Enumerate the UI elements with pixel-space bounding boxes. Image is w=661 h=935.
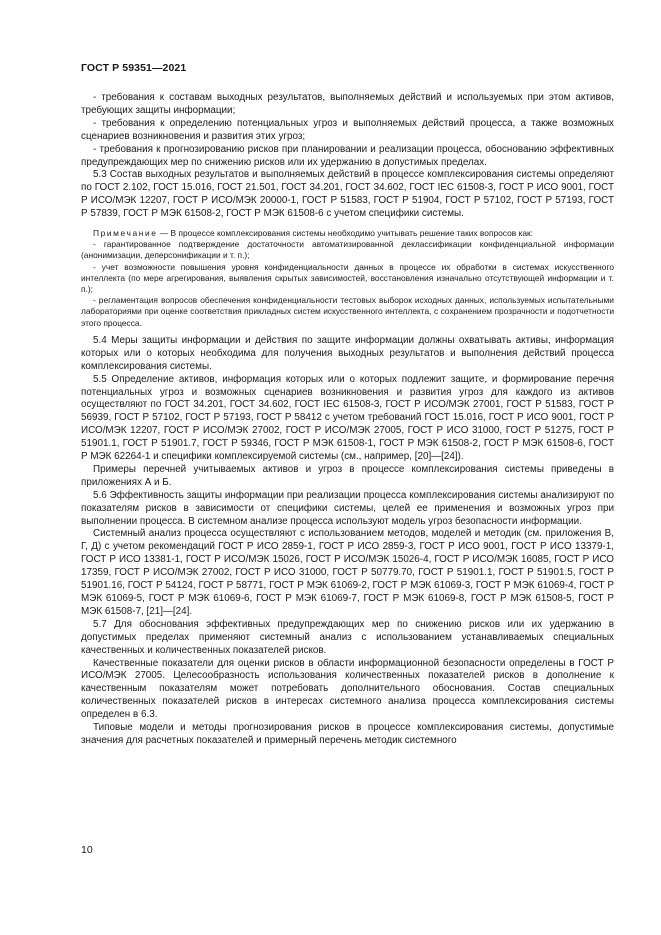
- note-intro: [81, 228, 614, 239]
- paragraph-req-threats: - требования к определению потенциальных угроз и выполняемых действий процесса, а также возможных сценариев возникновения и развития этих угроз;: [81, 117, 614, 142]
- note-item: - регламентация вопросов обеспечения конфиденциальности тестовых выборок исходных данных, используемых испытательными лабораториями при оценке соответствия прикладных систем искусственного интеллекта, с сохранением прозрачности и подотчетности этого процесса.: [81, 295, 614, 328]
- note-block: [81, 228, 614, 329]
- paragraph-5-7: 5.7 Для обоснования эффективных предупреждающих мер по снижению рисков или их удержанию в допустимых пределах применяют системный анализ с использованием устанавливаемых специальных качественных и количественных показателей рисков.: [81, 618, 614, 656]
- note-intro-text: — В процессе комплексирования системы необходимо учитывать решение таких вопросов как:: [157, 228, 534, 239]
- paragraph-req-risk-forecast: - требования к прогнозированию рисков при планировании и реализации процесса, обоснованию эффективных предупреждающих мер по снижению рисков или их удержанию в допустимых пределах.: [81, 143, 614, 168]
- paragraph-5-5: 5.5 Определение активов, информация которых или о которых подлежит защите, и формирование перечня потенциальных угроз и возможных сценариев возникновения и развития угроз для каждого из активов осуществляют по ГОСТ 34.201, ГОСТ 34.602, ГОСТ IEC 61508-3, ГОСТ Р ИСО/МЭК 27001, ГОСТ Р 51583, ГОСТ Р 56939, ГОСТ Р 57102, ГОСТ Р 57193, ГОСТ Р 58412 с учетом требований ГОСТ 15.016, ГОСТ Р ИСО 9001, ГОСТ Р ИСО/МЭК 12207, ГОСТ Р ИСО/МЭК 27002, ГОСТ Р ИСО/МЭК 27005, ГОСТ Р ИСО 31000, ГОСТ Р 51275, ГОСТ Р 51901.1, ГОСТ Р 51901.7, ГОСТ Р 59346, ГОСТ Р МЭК 61508-1, ГОСТ Р МЭК 61508-2, ГОСТ Р МЭК 61508-6, ГОСТ Р МЭК 62264-1 и специфики комплексируемой системы (см., например, [20]—[24]).: [81, 373, 614, 463]
- paragraph-5-4: 5.4 Меры защиты информации и действия по защите информации должны охватывать активы, информация которых или о которых необходима для получения выходных результатов и выполнения действий процесса комплексирования системы.: [81, 334, 614, 372]
- page-number: 10: [81, 844, 93, 856]
- page-body: [81, 92, 614, 748]
- paragraph-system-analysis: Системный анализ процесса осуществляют с использованием методов, моделей и методик (см. приложения В, Г, Д) с учетом рекомендаций ГОСТ Р ИСО 2859-1, ГОСТ Р ИСО 2859-3, ГОСТ Р ИСО 9001, ГОСТ Р ИСО 13379-1, ГОСТ Р ИСО 13381-1, ГОСТ Р ИСО/МЭК 15026, ГОСТ Р ИСО/МЭК 15026-4, ГОСТ Р ИСО/МЭК 16085, ГОСТ Р ИСО 17359, ГОСТ Р ИСО/МЭК 27002, ГОСТ Р ИСО 31000, ГОСТ Р 50779.70, ГОСТ Р 51901.1, ГОСТ Р 51901.5, ГОСТ Р 51901.16, ГОСТ Р 54124, ГОСТ Р 58771, ГОСТ Р МЭК 61069-2, ГОСТ Р МЭК 61069-3, ГОСТ Р МЭК 61069-4, ГОСТ Р МЭК 61069-5, ГОСТ Р МЭК 61069-6, ГОСТ Р МЭК 61069-7, ГОСТ Р МЭК 61069-8, ГОСТ Р МЭК 61508-5, ГОСТ Р МЭК 61508-7, [21]—[24].: [81, 528, 614, 617]
- paragraph-5-6: 5.6 Эффективность защиты информации при реализации процесса комплексирования системы анализируют по показателям рисков в зависимости от специфики системы, целей ее применения и возможных угроз при выполнении процесса. В системном анализе процесса используют модель угроз безопасности информации.: [81, 489, 614, 527]
- paragraph-typical-models: Типовые модели и методы прогнозирования рисков в процессе комплексирования системы, допустимые значения для расчетных показателей и примерный перечень методик системного: [81, 722, 614, 746]
- note-item: - учет возможности повышения уровня конфиденциальности данных в процессе их обработки в системах искусственного интеллекта (по мере агрегирования, выявления скрытых зависимостей, восстановления изначально отсутствующей информации и т. п.);: [81, 261, 614, 295]
- paragraph-5-3: 5.3 Состав выходных результатов и выполняемых действий в процессе комплексирования системы определяют по ГОСТ 2.102, ГОСТ 15.016, ГОСТ 21.501, ГОСТ 34.201, ГОСТ 34.602, ГОСТ IEC 61508-3, ГОСТ Р ИСО 9001, ГОСТ Р ИСО/МЭК 12207, ГОСТ Р ИСО/МЭК 20000-1, ГОСТ Р 51583, ГОСТ Р 51904, ГОСТ Р 57102, ГОСТ Р 57193, ГОСТ Р 57839, ГОСТ Р МЭК 61508-2, ГОСТ Р МЭК 61508-6 с учетом специфики системы.: [81, 169, 614, 220]
- paragraph-quality-indicators: Качественные показатели для оценки рисков в области информационной безопасности определены в ГОСТ Р ИСО/МЭК 27005. Целесообразность использования количественных показателей рисков в дополнение к качественным показателям может потребовать дополнительного обоснования. Состав специальных количественных показателей рисков в интересах системного анализа процесса комплексирования системы определен в 6.3.: [81, 657, 614, 721]
- note-label: Примечание: [93, 228, 158, 239]
- note-item: - гарантированное подтверждение достаточности автоматизированной деклассификации конфиденциальной информации (анонимизации, деперсонификации и т. п.);: [81, 239, 614, 261]
- paragraph-req-outputs: - требования к составам выходных результатов, выполняемых действий и используемых при этом активов, требующих защиты информации;: [81, 92, 614, 116]
- document-header: ГОСТ Р 59351—2021: [81, 62, 187, 74]
- paragraph-examples: Примеры перечней учитываемых активов и угроз в процессе комплексирования системы приведены в приложениях А и Б.: [81, 463, 614, 488]
